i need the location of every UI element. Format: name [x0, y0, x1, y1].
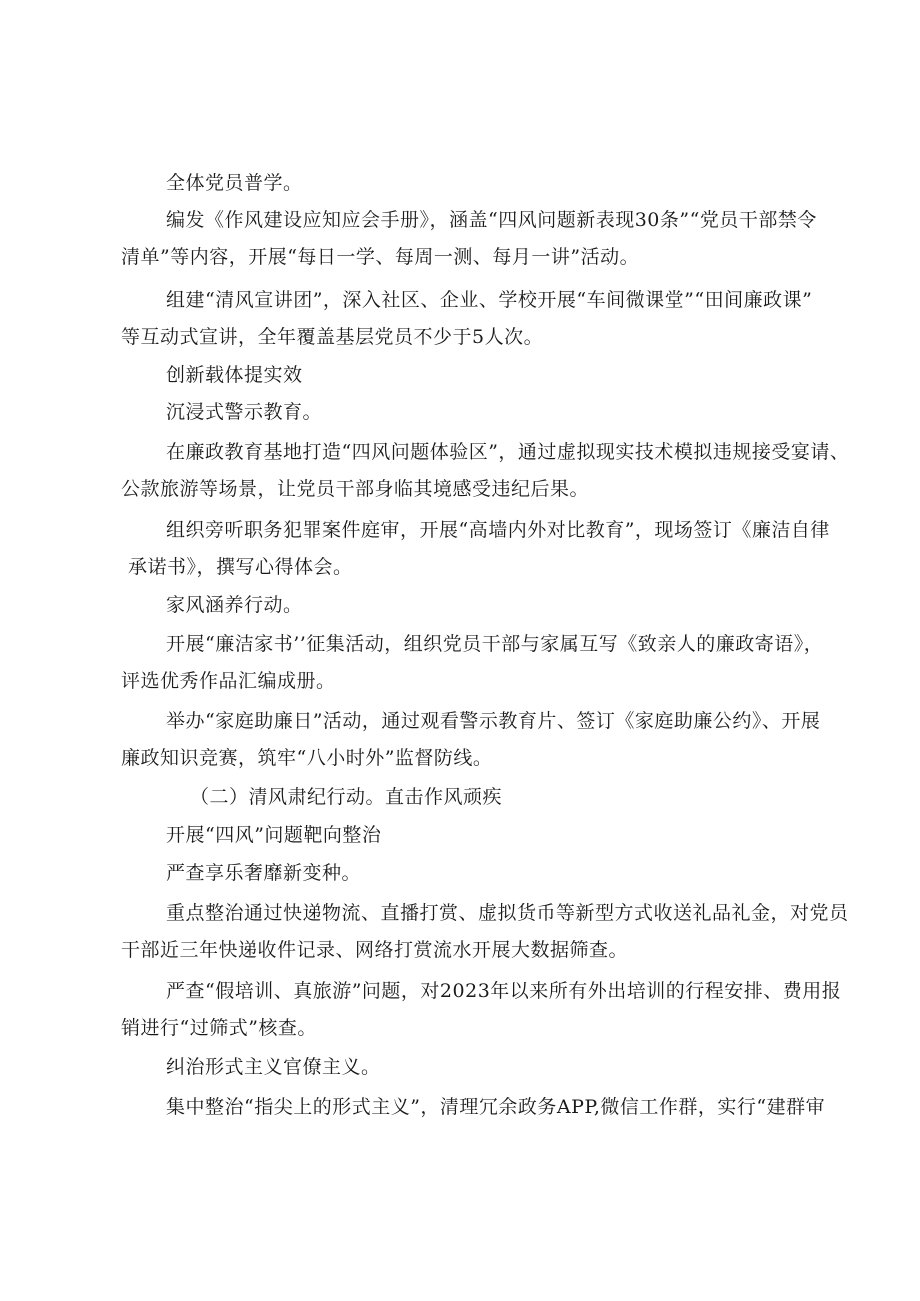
paragraph-line: 销进行“过筛式”核查。: [121, 1017, 317, 1039]
paragraph-line: 清单”等内容，开展“每日一学、每周一测、每月一讲”活动。: [121, 246, 640, 268]
paragraph-line: 廉政知识竞赛，筑牢“八小时外”监督防线。: [121, 747, 493, 769]
paragraph-line: 等互动式宣讲，全年覆盖基层党员不少于5人次。: [121, 326, 544, 348]
paragraph-line: 集中整治“指尖上的形式主义”，清理冗余政务APP,微信工作群，实行“建群审: [166, 1096, 826, 1118]
paragraph-line: 公款旅游等场景，让党员干部身临其境感受违纪后果。: [121, 478, 590, 500]
paragraph-line: 干部近三年快递收件记录、网络打赏流水开展大数据筛查。: [121, 939, 629, 961]
paragraph-line: 编发《作风建设应知应会手册》，涵盖“四风问题新表现30条”“党员干部禁令: [166, 209, 817, 231]
paragraph-line: 重点整治通过快递物流、直播打赏、虚拟货币等新型方式收送礼品礼金，对党员: [166, 902, 849, 924]
section-heading: 开展“四风”问题靶向整治: [166, 824, 382, 846]
paragraph-line: 承诺书》，撰写心得体会。: [128, 556, 353, 578]
paragraph-line: 严查“假培训、真旅游”问题，对2023年以来所有外出培训的行程安排、费用报: [166, 980, 842, 1002]
subsection-heading: 家风涵养行动。: [166, 594, 303, 616]
subsection-heading: 沉浸式警示教育。: [166, 401, 323, 423]
section-heading: （二）清风肃纪行动。直击作风顽疾: [190, 786, 503, 808]
paragraph-line: 组建“清风宣讲团”，深入社区、企业、学校开展“车间微课堂”“田间廉政课”: [166, 289, 813, 311]
subsection-heading: 纠治形式主义官僚主义。: [166, 1056, 381, 1078]
paragraph-line: 组织旁听职务犯罪案件庭审，开展“高墙内外对比教育”，现场签订《廉洁自律: [166, 519, 830, 541]
subsection-heading: 严查享乐奢靡新变种。: [166, 862, 362, 884]
paragraph-line: 全体党员普学。: [166, 172, 303, 194]
paragraph-line: 在廉政教育基地打造“四风问题体验区”，通过虚拟现实技术模拟违规接受宴请、: [166, 441, 850, 463]
paragraph-line: 评选优秀作品汇编成册。: [121, 670, 336, 692]
paragraph-line: 开展“廉洁家书’’征集活动，组织党员干部与家属互写《致亲人的廉政寄语》，: [166, 633, 824, 655]
paragraph-line: 举办“家庭助廉日”活动，通过观看警示教育片、签订《家庭助廉公约》、开展: [166, 710, 821, 732]
section-heading: 创新载体提实效: [166, 364, 303, 386]
